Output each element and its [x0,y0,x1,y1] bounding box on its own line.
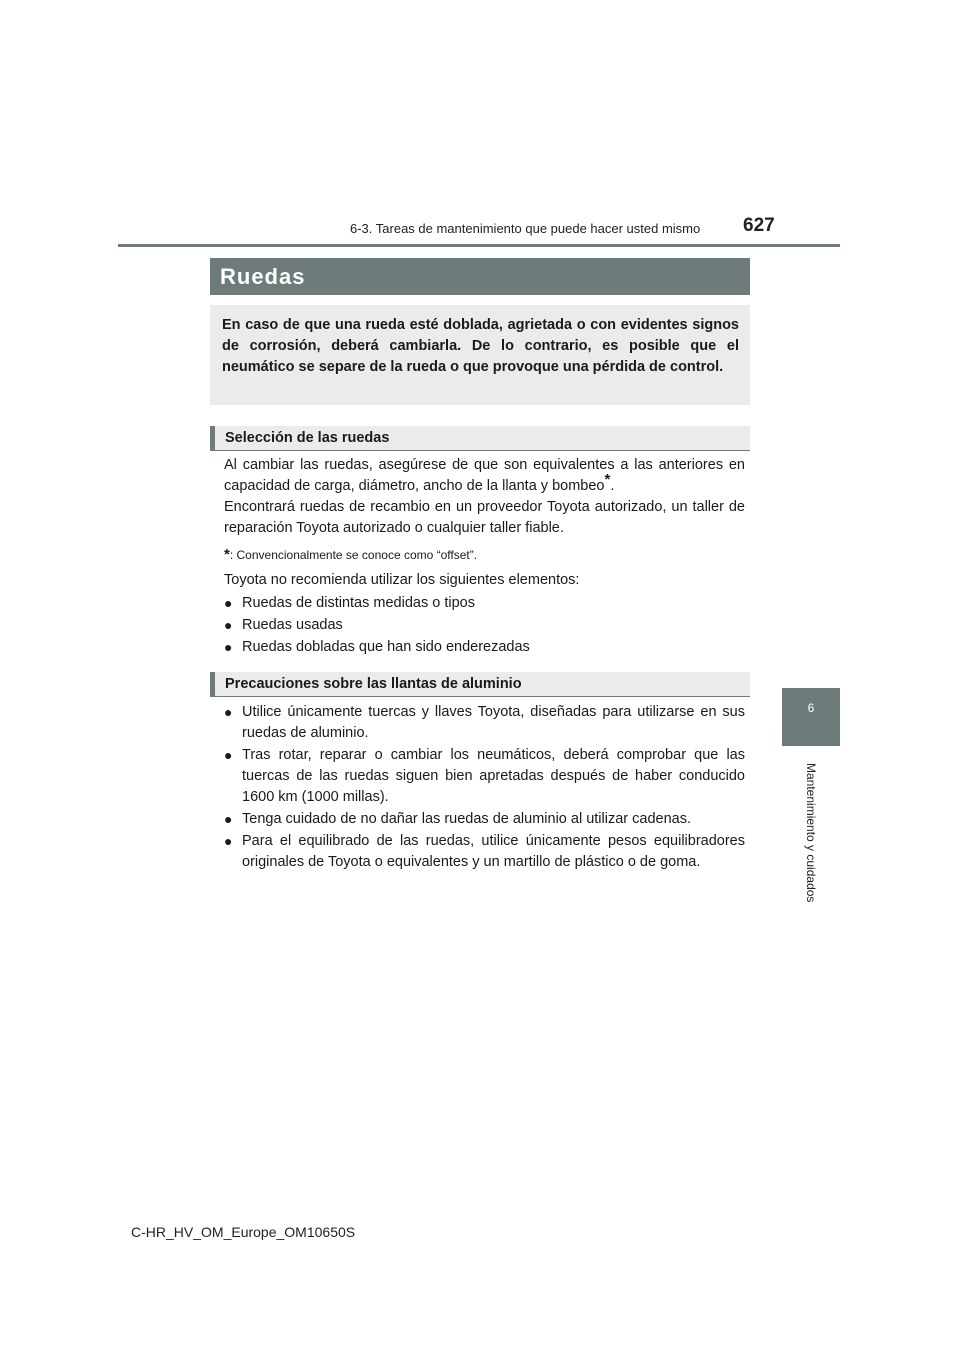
chapter-number: 6 [807,701,815,715]
header-divider [118,244,840,247]
document-code: C-HR_HV_OM_Europe_OM10650S [131,1224,356,1240]
bullet-icon: ● [224,595,233,611]
footnote-marker: * [604,471,611,489]
list-item: ● Utilice únicamente tuercas y llaves Toyota, diseñadas para utilizarse en sus ruedas de aluminio. [224,704,745,741]
section-heading-aluminum-wheels: Precauciones sobre las llantas de aluminio [210,672,750,697]
intro-box [210,305,750,405]
list-item: ● Ruedas usadas [224,615,745,636]
paragraph-equivalence: Al cambiar las ruedas, asegúrese de que son equivalentes a las anteriores en capacidad de carga, diámetro, ancho de la llanta y bombeo*. Encontrará ruedas de recambio en un proveedor Toyota autorizado, un taller de reparación Toyota autorizado o cualquier taller fiable. [224,457,745,536]
page-number: 627 [743,215,775,236]
list-item: ● Para el equilibrado de las ruedas, utilice únicamente pesos equilibradores originales de Toyota o equivalentes y un martillo de plástico o de goma. [224,833,745,870]
list-item: ● Ruedas de distintas medidas o tipos [224,593,745,614]
list-item: ● Tras rotar, reparar o cambiar los neumáticos, deberá comprobar que las tuercas de las ruedas siguen bien apretadas después de haber conducido 1600 km (1000 millas). [224,747,745,805]
bullet-icon: ● [224,704,233,720]
footnote: *: Convencionalmente se conoce como “offset”. [224,546,478,563]
header-section-title: 6-3. Tareas de mantenimiento que puede hacer usted mismo [350,221,701,236]
bullet-icon: ● [224,639,233,655]
bullet-icon: ● [224,833,233,849]
page-title: Ruedas [210,258,750,295]
intro-text: En caso de que una rueda esté doblada, agrietada o con evidentes signos de corrosión, deberá cambiarla. De lo contrario, es posible que el neumático se separe de la rueda o que provoque una pérdida de control. [222,317,739,375]
paragraph-not-recommended: Toyota no recomienda utilizar los siguientes elementos: [224,572,580,588]
list-item: ● Ruedas dobladas que han sido enderezadas [224,637,745,658]
chapter-label: Mantenimiento y cuidados [804,763,818,903]
bullet-icon: ● [224,617,233,633]
bullet-icon: ● [224,747,233,763]
section-heading-wheel-selection: Selección de las ruedas [210,426,750,451]
paragraph-replacement: Encontrará ruedas de recambio en un proveedor Toyota autorizado, un taller de reparación Toyota autorizado o cualquier taller fiable. [224,499,745,536]
list-item: ● Tenga cuidado de no dañar las ruedas de aluminio al utilizar cadenas. [224,809,745,830]
bullet-icon: ● [224,811,233,827]
chapter-tab[interactable] [782,688,840,746]
